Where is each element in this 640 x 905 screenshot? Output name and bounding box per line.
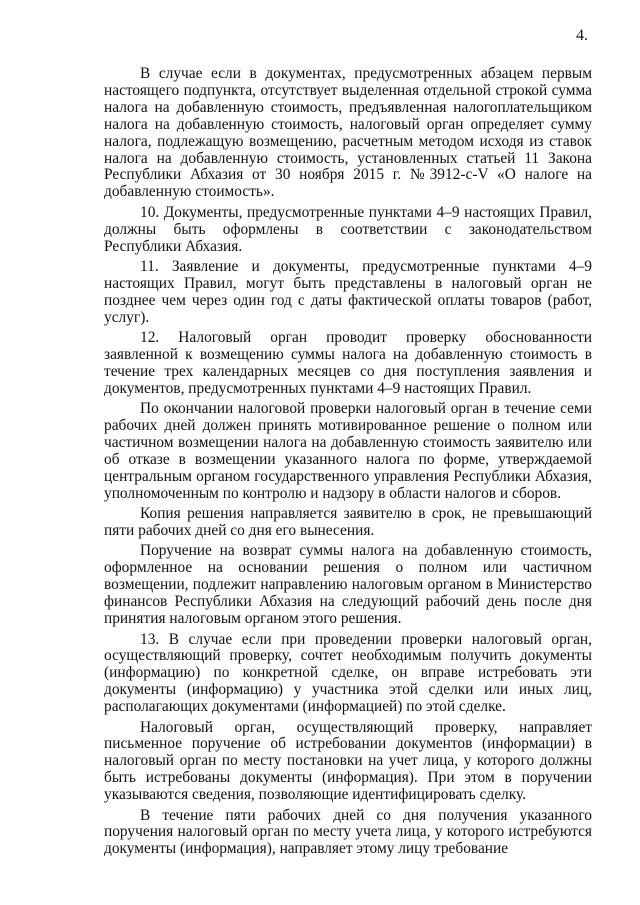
- paragraph: Копия решения направляется заявителю в срок, не превышающий пяти рабочих дней со дня его вынесения.: [104, 505, 592, 540]
- paragraph: 12. Налоговый орган проводит проверку обоснованности заявленной к возмещению суммы налога на добавленную стоимость в течение трех календарных месяцев со дня поступления заявления и документов, предусмотренных пунктами 4–9 настоящих Правил.: [104, 329, 592, 397]
- paragraph: В случае если в документах, предусмотренных абзацем первым настоящего подпункта, отсутствует выделенная отдельной строкой сумма налога на добавленную стоимость, предъявленная налогоплательщиком налога на добавленную стоимость, налоговый орган определяет сумму налога, подлежащую возмещению, расчетным методом исходя из ставок налога на добавленную стоимость, установленных статьей 11 Закона Республики Абхазия от 30 ноября 2015 г. №3912-с-V «О налоге на добавленную стоимость».: [104, 65, 592, 201]
- paragraph: В течение пяти рабочих дней со дня получения указанного поручения налоговый орган по месту учета лица, у которого истребуются документы (информация), направляет этому лицу требование: [104, 806, 592, 858]
- paragraph: Налоговый орган, осуществляющий проверку, направляет письменное поручение об истребовании документов (информации) в налоговый орган по месту постановки на учет лица, у которого должны быть истребованы документы (информация). При этом в поручении указываются сведения, позволяющие идентифицировать сделку.: [104, 718, 592, 804]
- paragraph: 11. Заявление и документы, предусмотренные пунктами 4–9 настоящих Правил, могут быть представлены в налоговый орган не позднее чем через один год с даты фактической оплаты товаров (работ, услуг).: [104, 257, 592, 326]
- page-number: 4.: [576, 27, 588, 44]
- document-body: [104, 66, 592, 862]
- paragraph: 13. В случае если при проведении проверки налоговый орган, осуществляющий проверку, сочтет необходимым получить документы (информацию) по конкретной сделке, он вправе истребовать эти документы (информацию) у участника этой сделки или иных лиц, располагающих документами (информацией) по этой сделке.: [104, 630, 592, 716]
- paragraph: 10. Документы, предусмотренные пунктами 4–9 настоящих Правил, должны быть оформлены в соответствии с законодательством Республики Абхазия.: [104, 203, 592, 255]
- paragraph: Поручение на возврат суммы налога на добавленную стоимость, оформленное на основании решения о полном или частичном возмещении, подлежит направлению налоговым органом в Министерство финансов Республики Абхазия на следующий рабочий день после дня принятия налоговым органом этого решения.: [104, 542, 592, 628]
- paragraph: По окончании налоговой проверки налоговый орган в течение семи рабочих дней должен принять мотивированное решение о полном или частичном возмещении налога на добавленную стоимость заявителю или об отказе в возмещении указанного налога по форме, утверждаемой центральным органом государственного управления Республики Абхазия, уполномоченным по контролю и надзору в области налогов и сборов.: [104, 400, 592, 502]
